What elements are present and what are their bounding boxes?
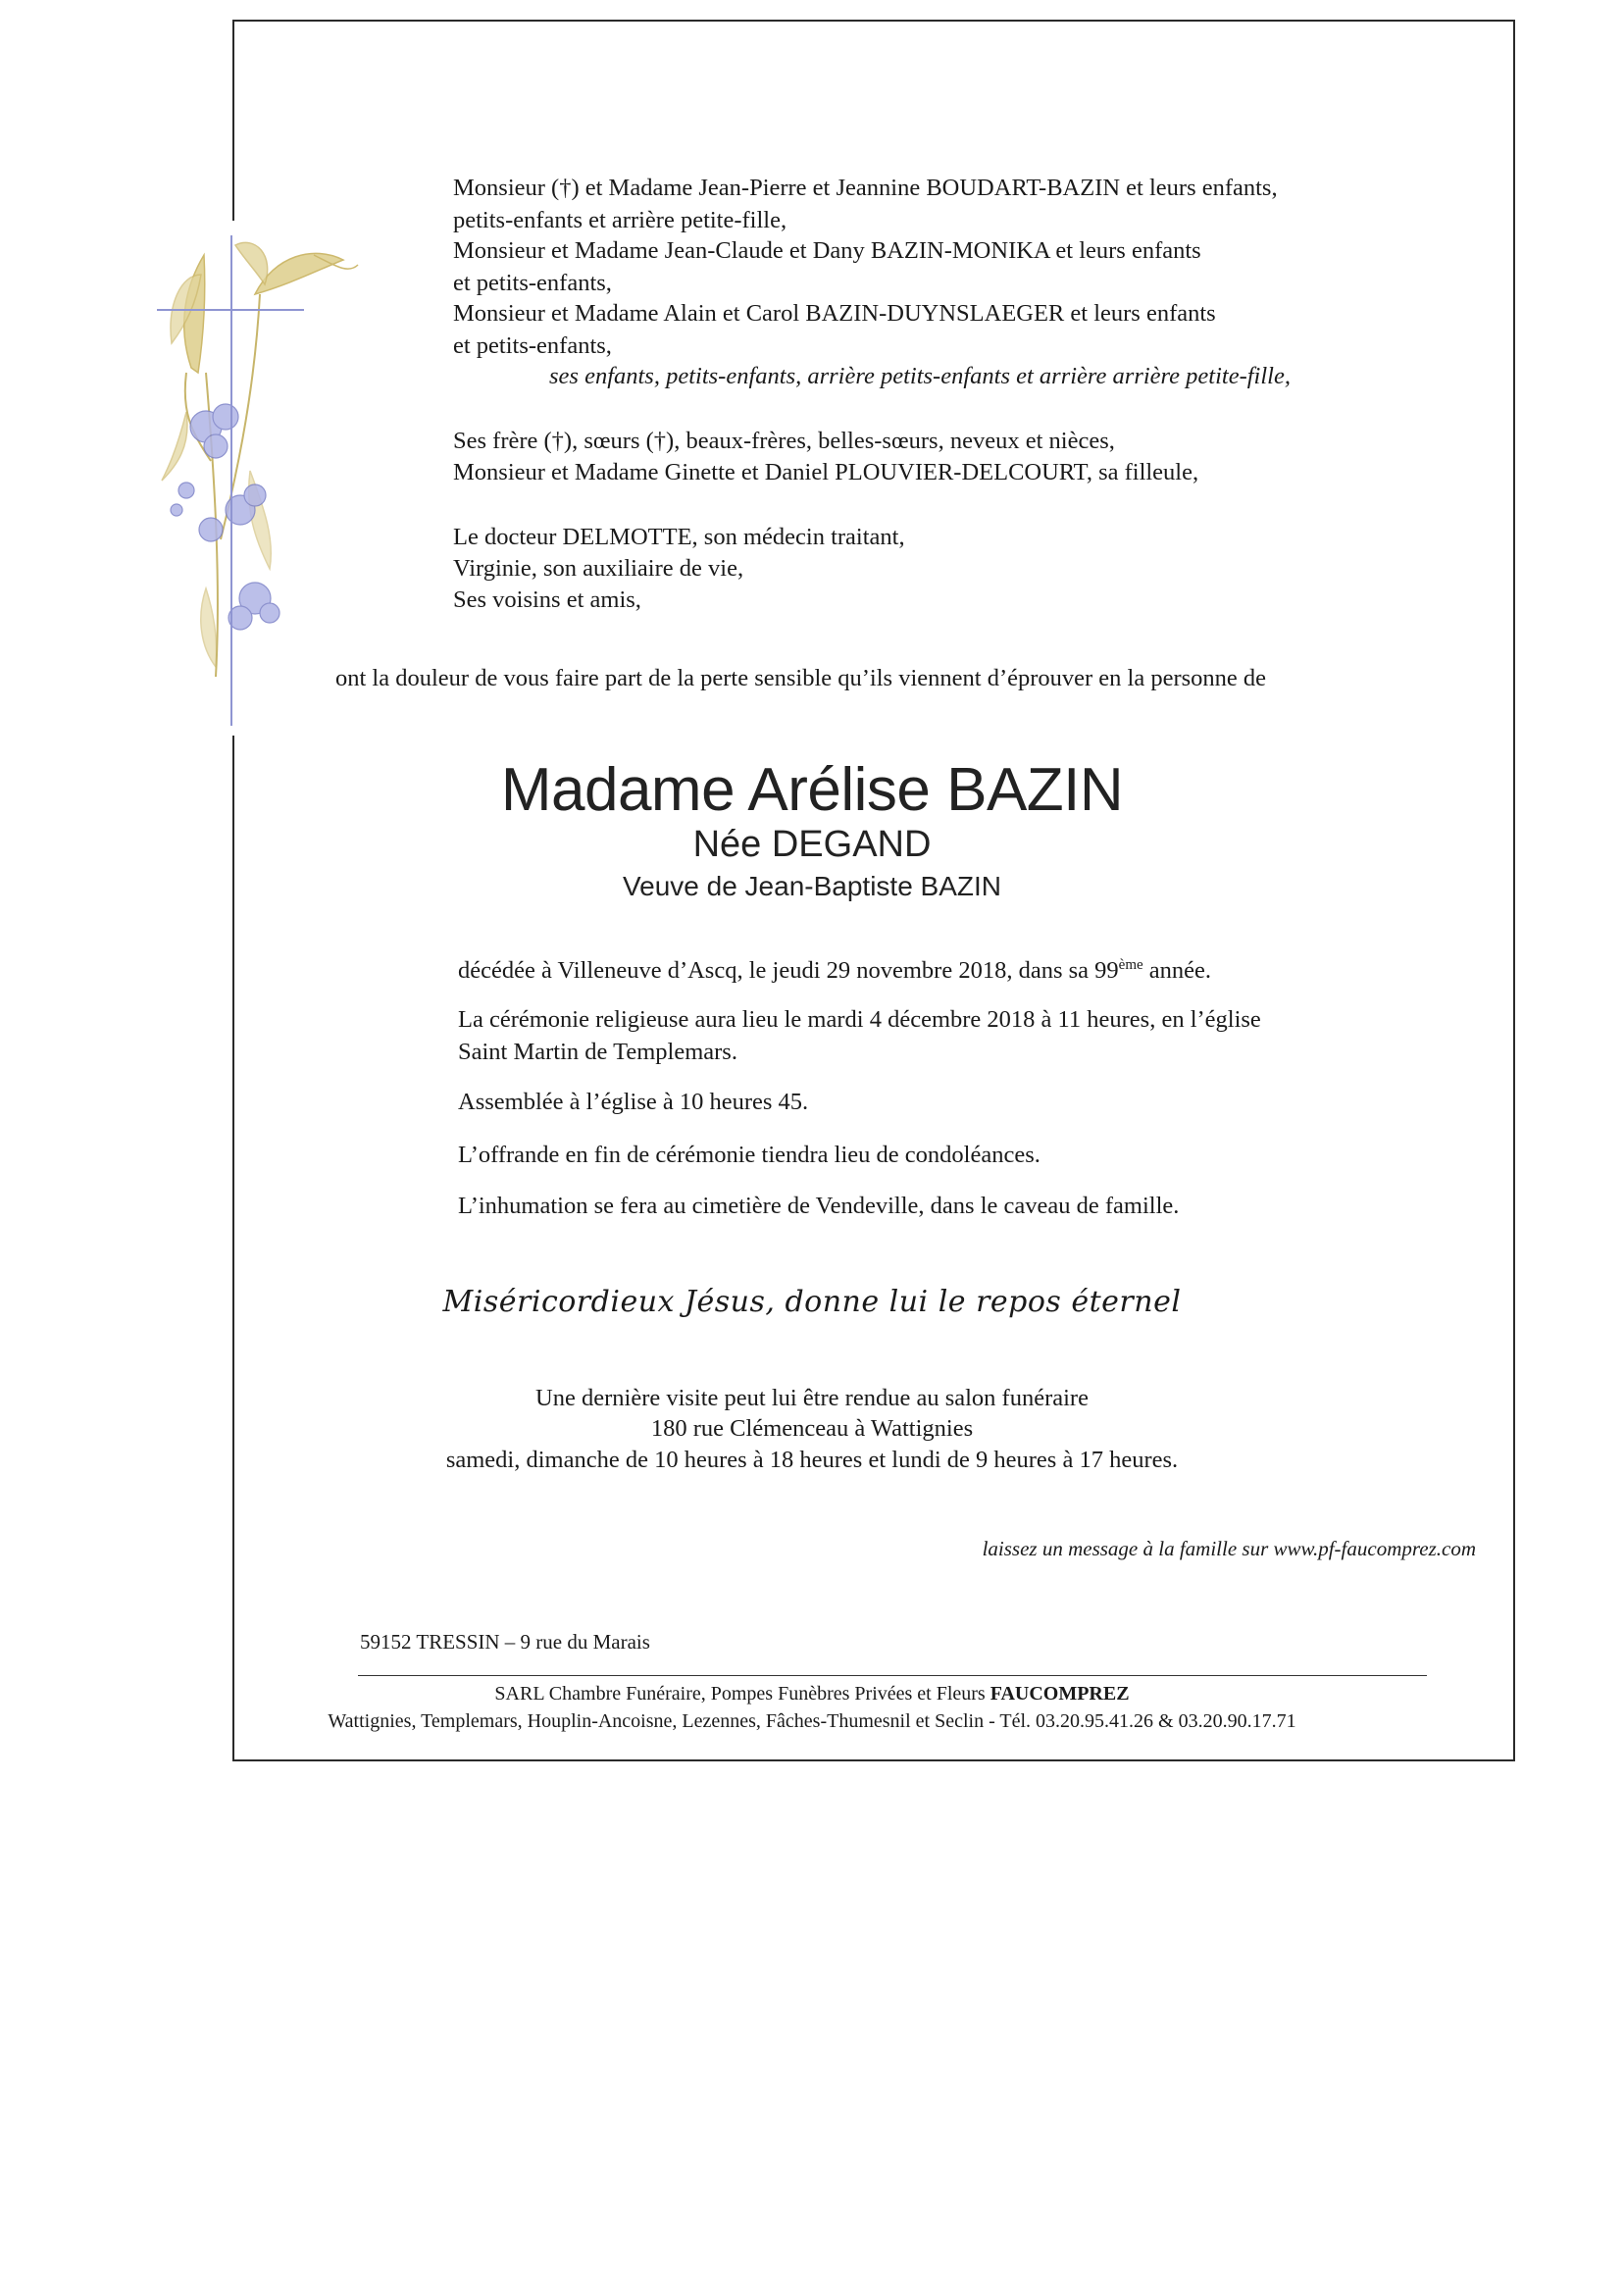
deceased-name: Madame Arélise BAZIN	[500, 756, 1124, 824]
cross-flowers-icon	[147, 216, 392, 726]
burial-line: L’inhumation se fera au cimetière de Vendeville, dans le caveau de famille.	[458, 1193, 1180, 1219]
address-line: 59152 TRESSIN – 9 rue du Marais	[360, 1630, 650, 1654]
family-line-5: Monsieur et Madame Alain et Carol BAZIN-DUYNSLAEGER et leurs enfants	[453, 300, 1216, 327]
visit-line-3: samedi, dimanche de 10 heures à 18 heures et lundi de 9 heures à 17 heures.	[445, 1447, 1179, 1473]
family-line-1: Monsieur (†) et Madame Jean-Pierre et Jeannine BOUDART-BAZIN et leurs enfants,	[453, 175, 1278, 201]
offering-line: L’offrande en fin de cérémonie tiendra lieu de condoléances.	[458, 1142, 1040, 1168]
death-line-end: année.	[1142, 957, 1212, 984]
family-line-3: Monsieur et Madame Jean-Claude et Dany BAZIN-MONIKA et leurs enfants	[453, 237, 1201, 264]
family-line-4: et petits-enfants,	[453, 270, 612, 296]
family-line-9: Monsieur et Madame Ginette et Daniel PLOUVIER-DELCOURT, sa filleule,	[453, 459, 1199, 485]
death-line-sup: ème	[1118, 956, 1143, 973]
family-line-12: Ses voisins et amis,	[453, 586, 641, 613]
family-line-7: ses enfants, petits-enfants, arrière petits-enfants et arrière arrière petite-fille,	[549, 363, 1291, 389]
footer-company-text: SARL Chambre Funéraire, Pompes Funèbres Privées et Fleurs	[494, 1683, 990, 1705]
family-line-6: et petits-enfants,	[453, 332, 612, 359]
announcement-line: ont la douleur de vous faire part de la perte sensible qu’ils viennent d’éprouver en la personne de	[335, 665, 1267, 691]
visit-line-2: 180 rue Clémenceau à Wattignies	[650, 1415, 974, 1442]
website-message: laissez un message à la famille sur www.pf-faucomprez.com	[982, 1537, 1476, 1560]
footer-rule	[358, 1675, 1427, 1676]
visit-line-1: Une dernière visite peut lui être rendue au salon funéraire	[535, 1385, 1089, 1411]
ceremony-line-2: Saint Martin de Templemars.	[458, 1039, 737, 1065]
ceremony-line-1: La cérémonie religieuse aura lieu le mardi 4 décembre 2018 à 11 heures, en l’église	[458, 1006, 1261, 1033]
prayer-line: Miséricordieux Jésus, donne lui le repos éternel	[442, 1285, 1182, 1319]
death-line	[458, 956, 1212, 984]
family-line-10: Le docteur DELMOTTE, son médecin traitant,	[453, 524, 905, 550]
family-line-8: Ses frère (†), sœurs (†), beaux-frères, belles-sœurs, neveux et nièces,	[453, 428, 1115, 454]
family-line-2: petits-enfants et arrière petite-fille,	[453, 207, 787, 233]
footer-company	[0, 1683, 1624, 1706]
footer-locations: Wattignies, Templemars, Houplin-Ancoisne, Lezennes, Fâches-Thumesnil et Seclin - Tél. 03.20.95.41.26 & 03.20.90.17.71	[328, 1710, 1296, 1732]
maiden-name: Née DEGAND	[692, 824, 932, 865]
death-line-main: décédée à Villeneuve d’Ascq, le jeudi 29 novembre 2018, dans sa 99	[458, 957, 1119, 984]
widow-of: Veuve de Jean-Baptiste BAZIN	[623, 871, 1001, 901]
family-line-11: Virginie, son auxiliaire de vie,	[453, 555, 744, 582]
assembly-line: Assemblée à l’église à 10 heures 45.	[458, 1089, 809, 1115]
footer-brand: FAUCOMPREZ	[990, 1683, 1130, 1705]
